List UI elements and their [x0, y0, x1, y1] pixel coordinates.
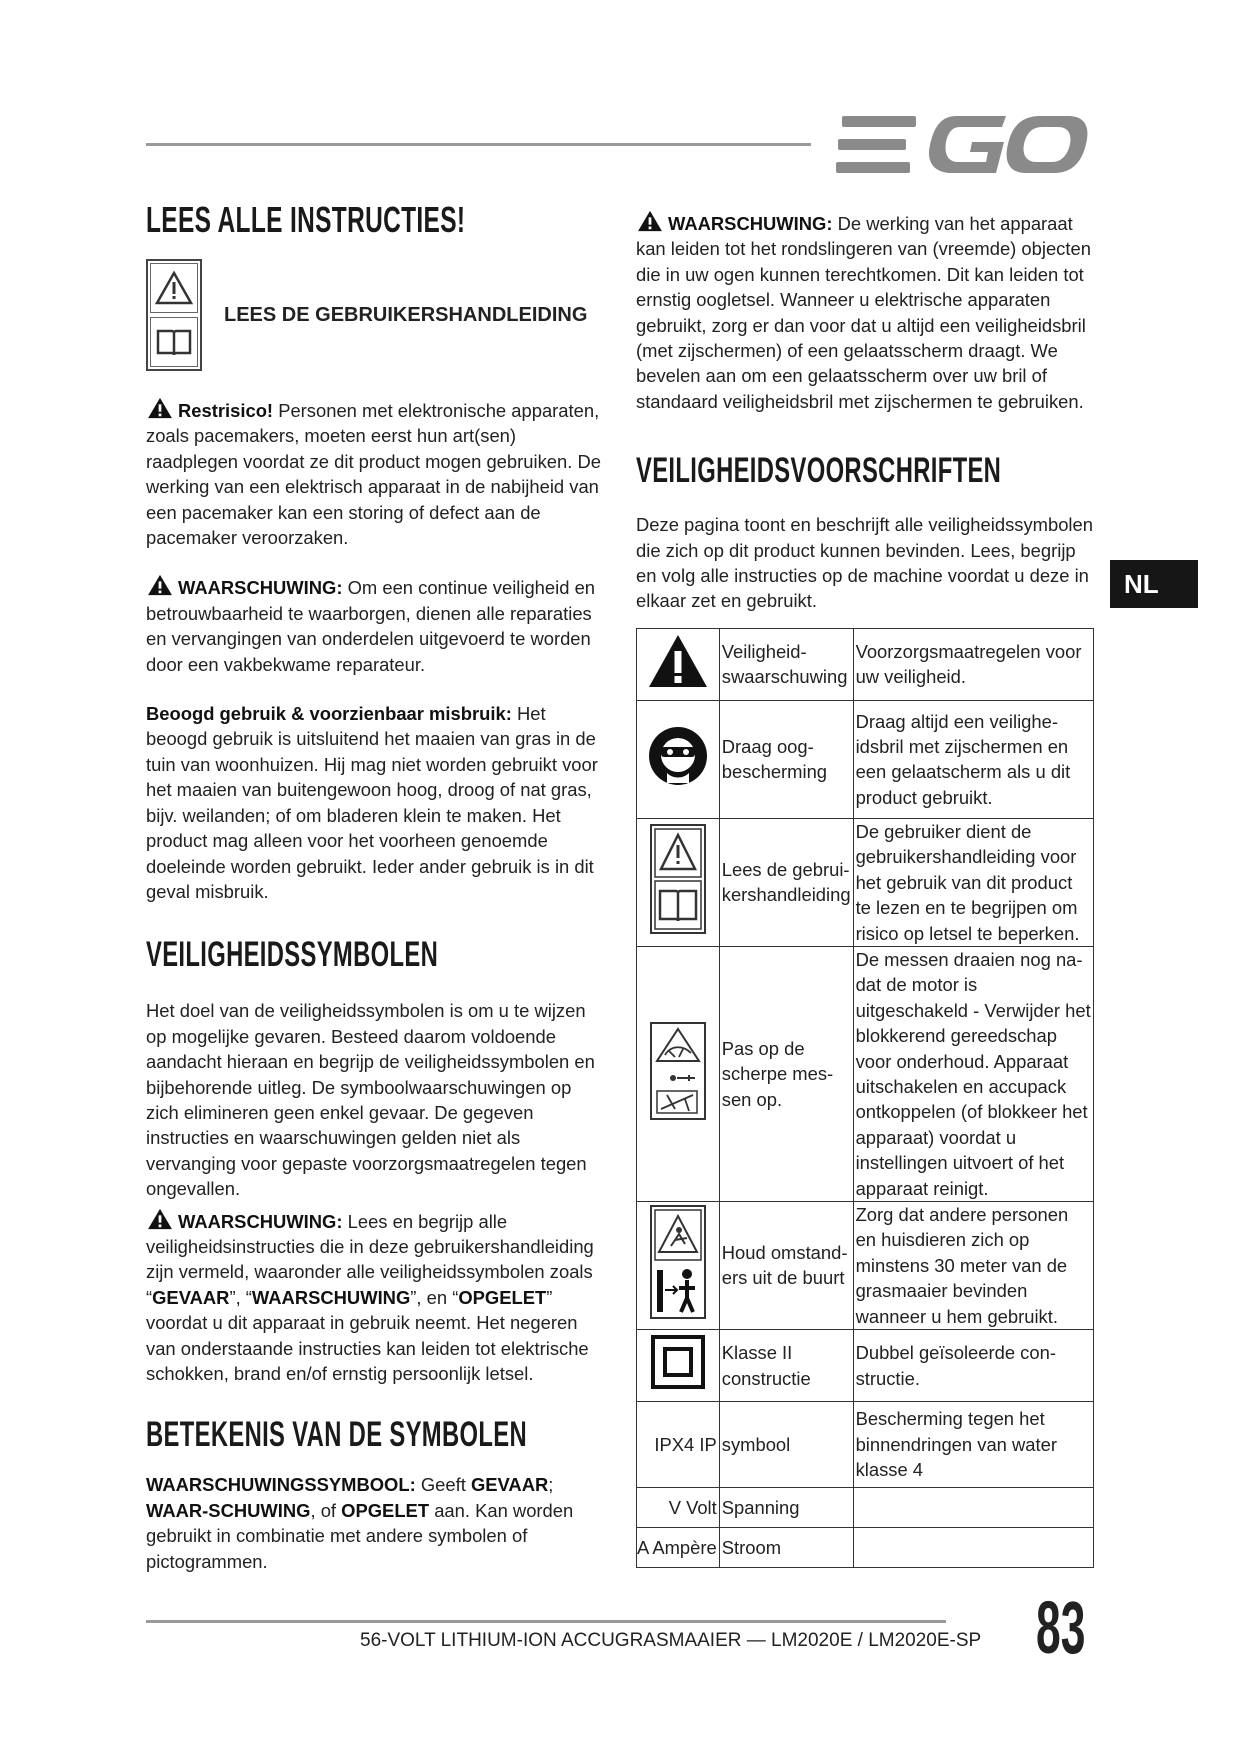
- warning-repairs-paragraph: WAARSCHUWING: Om een continue veiligheid en betrouwbaarheid te waarborgen, dienen alle reparaties en vervangingen van onderdelen uitgevoerd te worden door een vakbekwame reparateur.: [146, 574, 606, 677]
- table-row: [637, 1488, 1094, 1528]
- sharp-blades-icon: [649, 1021, 707, 1121]
- symbol-name: Stroom: [719, 1528, 853, 1568]
- read-manual-block: [146, 259, 606, 371]
- footer-rule: [146, 1620, 946, 1623]
- left-column: [146, 195, 606, 1574]
- read-manual-label: LEES DE GEBRUIKERSHANDLEIDING: [224, 303, 588, 326]
- symbols-table: [636, 628, 1094, 1568]
- right-column: [636, 210, 1096, 1568]
- symbol-description: Dubbel geïsoleerde con-structie.: [853, 1330, 1093, 1402]
- symbol-code: A Ampère: [637, 1528, 720, 1568]
- symbol-description: [853, 1488, 1093, 1528]
- table-row: [637, 700, 1094, 818]
- symbol-name: Draag oog-bescherming: [719, 700, 853, 818]
- symbol-meaning-heading: BETEKENIS VAN DE SYMBOLEN: [146, 1415, 527, 1455]
- symbol-name: Veiligheid-swaarschuwing: [719, 628, 853, 700]
- table-row: [637, 628, 1094, 700]
- warning-triangle-icon: [154, 270, 194, 306]
- symbol-name: Pas op de scherpe mes-sen op.: [719, 946, 853, 1201]
- table-row: [637, 1528, 1094, 1568]
- safety-rules-heading: VEILIGHEIDSVOORSCHRIFTEN: [636, 451, 1002, 491]
- table-row: [637, 1402, 1094, 1488]
- page-number: 83: [1036, 1586, 1086, 1669]
- read-manual-symbol: [146, 259, 202, 371]
- footer-product-name: 56-VOLT LITHIUM-ION ACCUGRASMAAIER — LM2020E / LM2020E-SP: [360, 1630, 982, 1651]
- symbol-code: V Volt: [637, 1488, 720, 1528]
- warning-symbol-paragraph: WAARSCHUWINGSSYMBOOL: Geeft GEVAAR; WAAR-SCHUWING, of OPGELET aan. Kan worden gebruikt in combinatie met andere symbolen of pictogrammen.: [146, 1474, 574, 1572]
- symbol-description: [853, 1528, 1093, 1568]
- page-title: LEES ALLE INSTRUCTIES!: [146, 199, 466, 240]
- keep-bystanders-away-icon: [649, 1204, 707, 1320]
- warning-icon: [146, 574, 174, 596]
- symbol-code: IPX4 IP: [637, 1402, 720, 1488]
- table-row: [637, 1201, 1094, 1329]
- warning-icon: [146, 1208, 174, 1230]
- symbol-description: Bescherming tegen het binnendringen van water klasse 4: [853, 1402, 1093, 1488]
- eye-protection-icon: [647, 725, 709, 787]
- symbol-description: De gebruiker dient de gebruikershandleiding voor het gebruik van dit product te lezen en te begrijpen om risico op letsel te beperken.: [853, 818, 1093, 946]
- symbol-name: Spanning: [719, 1488, 853, 1528]
- warning-read-instructions-paragraph: WAARSCHUWING: Lees en begrijp alle veiligheidsinstructies die in deze gebruikershandleiding zijn vermeld, waaronder alle veiligheidssymbolen zoals “GEVAAR”, “WAARSCHUWING”, en “OPGELET” voordat u dit apparaat in gebruik neemt. Het negeren van onderstaande instructies kan leiden tot elektrische schokken, brand en/of ernstig persoonlijk letsel.: [146, 1208, 606, 1387]
- symbol-name: Klasse II constructie: [719, 1330, 853, 1402]
- safety-symbols-paragraph: Het doel van de veiligheidssymbolen is om u te wijzen op mogelijke gevaren. Besteed daarom voldoende aandacht hieraan en begrijp de veiligheidssymbolen en bijbehorende uitleg. De symboolwaarschuwingen op zich elimineren geen enkel gevaar. De gegeven instructies en waarschuwingen gelden niet als vervanging voor gepaste voorzorgsmaatregelen tegen ongevallen.: [146, 1000, 595, 1200]
- safety-symbols-heading: VEILIGHEIDSSYMBOLEN: [146, 935, 439, 975]
- symbol-description: Draag altijd een veilighe-idsbril met zijschermen en een gelaatscherm als u dit product gebruikt.: [853, 700, 1093, 818]
- symbol-name: Lees de gebrui-kershandleiding: [719, 818, 853, 946]
- warning-eye-paragraph: WAARSCHUWING: De werking van het apparaat kan leiden tot het rondslingeren van (vreemde) objecten die in uw ogen kunnen terechtkomen. Dit kan leiden tot ernstig oogletsel. Wanneer u elektrische apparaten gebruikt, zorg er dan voor dat u altijd een veiligheidsbril (met zijschermen) of een gelaatsscherm draagt. We bevelen aan om een gelaatsscherm over uw bril of standaard veiligheidsbril met zijschermen te gebruiken.: [636, 210, 1096, 414]
- table-row: [637, 1330, 1094, 1402]
- intended-use-paragraph: Beoogd gebruik & voorzienbaar misbruik: Het beoogd gebruik is uitsluitend het maaien van gras in de tuin van woonhuizen. Hij mag niet worden gebruikt voor het maaien van buitengewoon hoog, droog of nat gras, bijv. weilanden; of om bladeren klein te maken. Het product mag alleen voor het voorheen genoemde doeleinde worden gebruikt. Ieder ander gebruik is in dit geval misbruik.: [146, 703, 598, 902]
- ego-logo: [836, 112, 1088, 176]
- table-row: [637, 818, 1094, 946]
- read-manual-icon: [649, 823, 707, 935]
- class-ii-icon: [649, 1333, 707, 1391]
- warning-icon: [636, 210, 664, 232]
- symbol-description: Zorg dat andere personen en huisdieren zich op minstens 30 meter van de grasmaaier bevinden wanneer u hem gebruikt.: [853, 1201, 1093, 1329]
- symbol-name: Houd omstand-ers uit de buurt: [719, 1201, 853, 1329]
- restrisico-paragraph: Restrisico! Personen met elektronische apparaten, zoals pacemakers, moeten eerst hun art(sen) raadplegen voordat ze dit product mogen gebruiken. De werking van een elektrisch apparaat in de nabijheid van een pacemaker kan een storing of defect aan de pacemaker veroorzaken.: [146, 397, 606, 550]
- header-rule: [146, 143, 811, 146]
- warning-icon: [146, 397, 174, 419]
- book-icon: [154, 325, 194, 359]
- symbol-description: Voorzorgsmaatregelen voor uw veiligheid.: [853, 628, 1093, 700]
- safety-alert-icon: [647, 633, 709, 689]
- symbol-name: symbool: [719, 1402, 853, 1488]
- table-row: [637, 946, 1094, 1201]
- safety-rules-paragraph: Deze pagina toont en beschrijft alle veiligheidssymbolen die zich op dit product kunnen bevinden. Lees, begrijp en volg alle instructies op de machine voordat u deze in elkaar zet en gebruikt.: [636, 514, 1093, 612]
- language-tab: NL: [1110, 560, 1198, 608]
- symbol-description: De messen draaien nog na-dat de motor is uitgeschakeld - Verwijder het blokkerend gereedschap voor onderhoud. Apparaat uitschakelen en accupack ontkoppelen (of blokkeer het apparaat) voordat u instellingen uitvoert of het apparaat reinigt.: [853, 946, 1093, 1201]
